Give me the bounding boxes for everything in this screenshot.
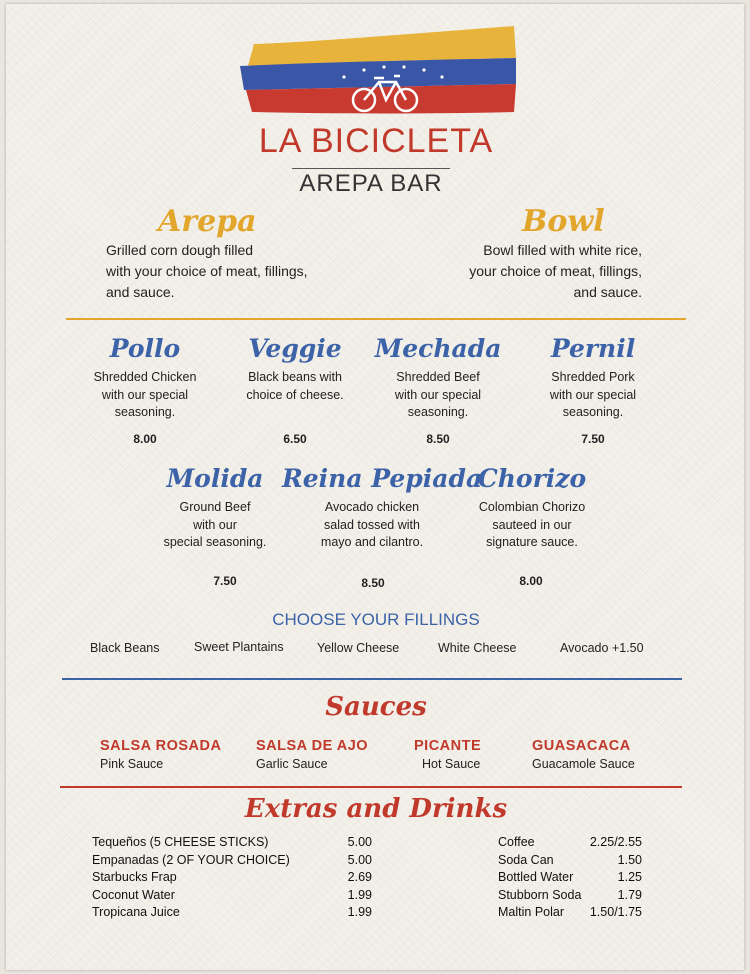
filling-item: Avocado +1.50 xyxy=(560,641,644,655)
fillings-title: CHOOSE YOUR FILLINGS xyxy=(272,610,480,629)
drinks-row: Soda Can 1.50 xyxy=(498,852,642,867)
menu-item-mechada xyxy=(370,334,506,422)
item-name: Chorizo xyxy=(477,464,587,493)
item-description: Shredded Chicken with our special seasoning. xyxy=(93,370,197,419)
filling-item: Sweet Plantains xyxy=(194,640,284,654)
extras-title: Extras and Drinks xyxy=(244,794,508,824)
filling-item: White Cheese xyxy=(438,641,517,655)
menu-item-chorizo xyxy=(462,464,602,552)
item-description: Shredded Pork with our special seasoning. xyxy=(549,370,637,419)
item-description: Shredded Beef with our special seasoning. xyxy=(394,370,482,419)
drinks-row: Maltin Polar 1.50/1.75 xyxy=(498,905,642,919)
sauce-item xyxy=(256,738,368,771)
menu-item-veggie xyxy=(230,334,360,404)
item-description: Avocado chicken salad tossed with mayo and cilantro. xyxy=(320,500,424,549)
menu-page xyxy=(6,4,744,970)
arepa-desc-line: with your choice of meat, fillings, xyxy=(106,263,308,279)
item-price: 8.50 xyxy=(426,432,450,446)
extras-row: Starbucks Frap 2.69 xyxy=(92,870,372,884)
sauce-name: PICANTE xyxy=(414,738,482,754)
filling-item: Yellow Cheese xyxy=(317,641,400,655)
bowl-title: Bowl xyxy=(522,204,605,239)
logo-flag xyxy=(234,22,520,122)
bowl-desc-line: your choice of meat, fillings, xyxy=(469,263,642,279)
item-price: 6.50 xyxy=(283,432,307,446)
arepa-title: Arepa xyxy=(158,204,257,239)
sauce-name: GUASACACA xyxy=(532,738,631,754)
item-price: 7.50 xyxy=(581,432,605,446)
logo-divider xyxy=(292,168,450,169)
sauce-subtitle: Pink Sauce xyxy=(100,757,164,771)
sauce-subtitle: Garlic Sauce xyxy=(256,757,328,771)
item-name: Veggie xyxy=(248,334,342,363)
arepa-desc-line: and sauce. xyxy=(106,284,175,300)
filling-item: Black Beans xyxy=(90,641,160,655)
item-description: Ground Beef with our special seasoning. xyxy=(163,500,267,549)
item-description: Colombian Chorizo sauteed in our signature sauce. xyxy=(478,500,586,549)
item-name: Molida xyxy=(166,464,264,493)
item-name: Reina Pepiada xyxy=(282,464,483,493)
extras-row: Empanadas (2 OF YOUR CHOICE) 5.00 xyxy=(92,852,372,867)
item-name: Mechada xyxy=(374,334,502,363)
menu-item-molida xyxy=(150,464,280,552)
item-name: Pollo xyxy=(109,334,181,363)
sauce-name: SALSA DE AJO xyxy=(256,738,369,754)
item-price: 7.50 xyxy=(213,574,237,588)
sauce-item xyxy=(414,738,481,771)
item-price: 8.00 xyxy=(519,574,543,588)
sauce-item xyxy=(532,738,635,771)
sauces-title: Sauces xyxy=(325,692,427,722)
arepa-description xyxy=(106,240,308,303)
extras-right-list xyxy=(498,834,642,922)
drinks-row: Stubborn Soda 1.79 xyxy=(498,887,642,902)
drinks-row: Bottled Water 1.25 xyxy=(498,870,642,884)
item-price: 8.50 xyxy=(361,576,385,590)
menu-item-pollo xyxy=(80,334,210,422)
sauce-subtitle: Guacamole Sauce xyxy=(532,757,635,771)
extras-row: Coconut Water 1.99 xyxy=(92,887,372,902)
bowl-desc-line: and sauce. xyxy=(573,284,642,300)
item-name: Pernil xyxy=(550,334,636,363)
arepa-desc-line: Grilled corn dough filled xyxy=(106,242,254,258)
brand-subtitle: AREPA BAR xyxy=(299,170,443,197)
extras-row: Tropicana Juice 1.99 xyxy=(92,905,372,919)
bowl-description xyxy=(469,240,642,303)
sauce-item xyxy=(100,738,221,771)
menu-item-pernil xyxy=(526,334,660,422)
brand-name: LA BICICLETA xyxy=(258,122,494,160)
blue-divider xyxy=(62,678,682,680)
bowl-desc-line: Bowl filled with white rice, xyxy=(483,242,642,258)
extras-row: Tequeños (5 CHEESE STICKS) 5.00 xyxy=(92,835,372,849)
gold-divider xyxy=(66,318,686,320)
menu-item-reina-pepiada xyxy=(282,464,483,552)
drinks-row: Coffee 2.25/2.55 xyxy=(498,835,642,849)
red-divider xyxy=(60,786,682,788)
item-description: Black beans with choice of cheese. xyxy=(246,370,344,402)
extras-left-list xyxy=(92,834,372,922)
item-price: 8.00 xyxy=(133,432,157,446)
sauce-subtitle: Hot Sauce xyxy=(422,757,481,771)
sauce-name: SALSA ROSADA xyxy=(100,738,222,754)
